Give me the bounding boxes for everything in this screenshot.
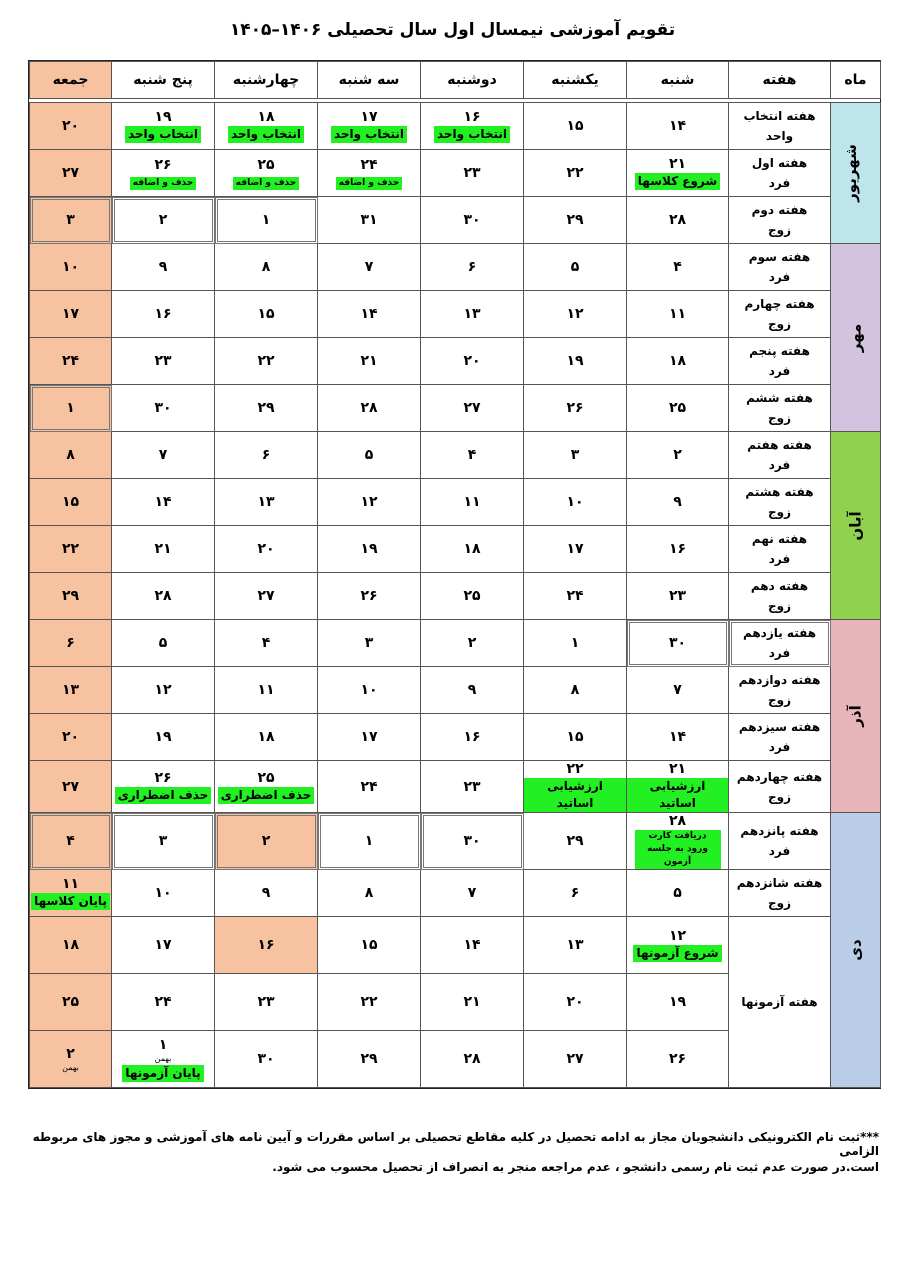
- day-cell: ۲۱: [112, 526, 215, 573]
- table-row: [30, 244, 881, 291]
- day-cell: ۱۱: [215, 667, 318, 714]
- day-cell: ۲۲: [524, 150, 627, 197]
- friday-cell: ۲۲: [30, 526, 112, 573]
- friday-cell: ۲۰: [30, 103, 112, 150]
- day-cell: ۱۲: [318, 479, 421, 526]
- friday-cell: ۲۷: [30, 761, 112, 813]
- friday-cell: ۸: [30, 432, 112, 479]
- week-label: هفته پنجم فرد: [729, 338, 831, 385]
- day-cell: ۷: [112, 432, 215, 479]
- day-cell: ۳۰: [215, 1031, 318, 1088]
- day-cell: ۲: [112, 197, 215, 244]
- day-cell: ۱۵: [524, 103, 627, 150]
- week-label: هفته پانزدهم فرد: [729, 813, 831, 870]
- day-cell: ۱۸: [627, 338, 729, 385]
- day-cell: ۱۵: [215, 291, 318, 338]
- table-row: [30, 573, 881, 620]
- friday-cell: ۱۱ پایان کلاسها: [30, 870, 112, 917]
- day-cell: ۷: [421, 870, 524, 917]
- day-cell: ۱۹ انتخاب واحد: [112, 103, 215, 150]
- day-cell: ۲۷: [215, 573, 318, 620]
- day-cell: ۲: [627, 432, 729, 479]
- day-cell: ۳۰: [112, 385, 215, 432]
- day-cell: ۲۹: [524, 197, 627, 244]
- exams-end-tag: پایان آزمونها: [122, 1065, 203, 1082]
- friday-cell: ۱۸: [30, 917, 112, 974]
- day-cell: ۱۶ انتخاب واحد: [421, 103, 524, 150]
- week-label: هفته دوازدهم زوج: [729, 667, 831, 714]
- month-label: شهریور: [842, 144, 861, 202]
- day-cell: ۱۶: [627, 526, 729, 573]
- day-cell: ۲۱: [421, 974, 524, 1031]
- day-cell: ۹: [627, 479, 729, 526]
- bahman-label: بهمن: [154, 1053, 172, 1063]
- week-label: هفته سیزدهم فرد: [729, 714, 831, 761]
- day-cell: ۱: [318, 813, 421, 870]
- table-row: [30, 526, 881, 573]
- unit-selection-tag: انتخاب واحد: [331, 126, 407, 143]
- day-cell: ۲۷: [524, 1031, 627, 1088]
- day-cell: ۲۰: [215, 526, 318, 573]
- table-row: [30, 103, 881, 150]
- day-cell: ۲۶ حذف و اضافه: [112, 150, 215, 197]
- week-label: هفته هفتم فرد: [729, 432, 831, 479]
- table-row: [30, 917, 881, 974]
- unit-selection-tag: انتخاب واحد: [228, 126, 304, 143]
- day-cell: ۱۱: [627, 291, 729, 338]
- header-sunday: یکشنبه: [524, 62, 627, 99]
- day-cell: ۲۴ حذف و اضافه: [318, 150, 421, 197]
- add-drop-tag: حذف و اضافه: [130, 177, 197, 190]
- header-week: هفته: [729, 62, 831, 99]
- header-friday: جمعه: [30, 62, 112, 99]
- day-cell: ۷: [318, 244, 421, 291]
- day-cell: ۵: [112, 620, 215, 667]
- day-cell: ۱۷: [112, 917, 215, 974]
- unit-selection-tag: انتخاب واحد: [434, 126, 510, 143]
- friday-cell: ۲۰: [30, 714, 112, 761]
- day-cell: ۱۲: [112, 667, 215, 714]
- day-cell: ۲۴: [524, 573, 627, 620]
- day-cell: ۲۸: [112, 573, 215, 620]
- day-cell: ۱۴: [112, 479, 215, 526]
- day-cell: ۱۵: [524, 714, 627, 761]
- day-cell: ۹: [112, 244, 215, 291]
- footnote-line-2: است.در صورت عدم ثبت نام رسمی دانشجو ، عدم مراجعه منجر به انصراف از تحصیل محسوب می شود.: [272, 1160, 879, 1174]
- day-cell: ۲۳: [627, 573, 729, 620]
- day-cell: ۲۸: [318, 385, 421, 432]
- day-cell: ۱۸: [215, 714, 318, 761]
- week-label: هفته انتخاب واحد: [729, 103, 831, 150]
- friday-cell: ۱۷: [30, 291, 112, 338]
- day-cell: ۲۹: [215, 385, 318, 432]
- day-cell: ۲۶: [524, 385, 627, 432]
- day-cell: ۱۹: [524, 338, 627, 385]
- day-cell: ۳۰: [627, 620, 729, 667]
- month-label: دی: [846, 939, 865, 961]
- header-monday: دوشنبه: [421, 62, 524, 99]
- friday-cell: ۱۳: [30, 667, 112, 714]
- day-cell: ۲۶: [627, 1031, 729, 1088]
- table-row: [30, 667, 881, 714]
- friday-cell: ۴: [30, 813, 112, 870]
- day-cell: ۲۷: [421, 385, 524, 432]
- page-title: تقویم آموزشی نیمسال اول سال تحصیلی ۱۴۰۶–۱۴۰۵: [229, 20, 676, 40]
- day-cell: ۲۸: [627, 197, 729, 244]
- friday-cell: ۱۵: [30, 479, 112, 526]
- day-cell: ۲: [215, 813, 318, 870]
- day-cell: ۲۹: [524, 813, 627, 870]
- friday-cell: ۲۵: [30, 974, 112, 1031]
- classes-start-tag: شروع کلاسها: [635, 173, 720, 190]
- day-cell: ۲۳: [421, 150, 524, 197]
- day-cell: ۱۹: [112, 714, 215, 761]
- table-row: [30, 813, 881, 870]
- friday-cell: ۲۷: [30, 150, 112, 197]
- day-cell: ۳۰: [421, 813, 524, 870]
- bahman-label: بهمن: [62, 1062, 79, 1072]
- day-cell: ۹: [421, 667, 524, 714]
- week-label: هفته اول فرد: [729, 150, 831, 197]
- table-row: [30, 150, 881, 197]
- header-row: [30, 62, 881, 99]
- day-cell: ۴: [627, 244, 729, 291]
- day-cell: ۲۳: [215, 974, 318, 1031]
- month-azar: [831, 620, 881, 813]
- day-cell: ۲۶ حذف اضطراری: [112, 761, 215, 813]
- table-row: [30, 620, 881, 667]
- day-cell: ۱۳: [215, 479, 318, 526]
- day-cell: ۱۳: [421, 291, 524, 338]
- day-cell: ۸: [215, 244, 318, 291]
- day-cell: ۲۲: [318, 974, 421, 1031]
- day-cell: ۱۷: [318, 714, 421, 761]
- day-cell: ۳۱: [318, 197, 421, 244]
- day-cell: ۷: [627, 667, 729, 714]
- month-mehr: [831, 244, 881, 432]
- day-cell: ۴: [421, 432, 524, 479]
- day-cell: ۲۵: [627, 385, 729, 432]
- month-aban: [831, 432, 881, 620]
- day-cell: ۲۵: [421, 573, 524, 620]
- week-label: هفته هشتم زوج: [729, 479, 831, 526]
- day-cell: ۱۷ انتخاب واحد: [318, 103, 421, 150]
- day-cell: ۶: [524, 870, 627, 917]
- day-cell: ۲۳: [112, 338, 215, 385]
- day-cell: ۳: [524, 432, 627, 479]
- classes-end-tag: پایان کلاسها: [31, 893, 110, 910]
- header-tuesday: سه شنبه: [318, 62, 421, 99]
- day-cell: ۲: [421, 620, 524, 667]
- table-row: [30, 714, 881, 761]
- week-label: هفته یازدهم فرد: [729, 620, 831, 667]
- day-cell: ۸: [318, 870, 421, 917]
- table-row: [30, 385, 881, 432]
- day-cell: ۲۱: [318, 338, 421, 385]
- day-cell: ۱۴: [627, 714, 729, 761]
- day-cell: ۲۵ حذف و اضافه: [215, 150, 318, 197]
- week-label: هفته دوم زوج: [729, 197, 831, 244]
- day-cell: ۱۷: [524, 526, 627, 573]
- month-shahrivar: [831, 103, 881, 244]
- day-cell: ۲۴: [318, 761, 421, 813]
- table-row: [30, 291, 881, 338]
- day-cell: ۱۱: [421, 479, 524, 526]
- week-label: هفته دهم زوج: [729, 573, 831, 620]
- day-cell: ۱۰: [318, 667, 421, 714]
- unit-selection-tag: انتخاب واحد: [125, 126, 201, 143]
- week-label: هفته چهاردهم زوج: [729, 761, 831, 813]
- day-cell: ۲۵ حذف اضطراری: [215, 761, 318, 813]
- day-cell: ۲۱ شروع کلاسها: [627, 150, 729, 197]
- friday-cell: ۱: [30, 385, 112, 432]
- day-cell: ۱۰: [112, 870, 215, 917]
- header-saturday: شنبه: [627, 62, 729, 99]
- day-cell: ۱۴: [627, 103, 729, 150]
- week-label: هفته چهارم زوج: [729, 291, 831, 338]
- day-cell: ۸: [524, 667, 627, 714]
- friday-cell: ۳: [30, 197, 112, 244]
- month-label: مهر: [846, 323, 865, 352]
- day-cell: ۱: [215, 197, 318, 244]
- day-cell: ۲۹: [318, 1031, 421, 1088]
- day-cell: ۹: [215, 870, 318, 917]
- day-cell: ۵: [318, 432, 421, 479]
- friday-cell: ۲۹: [30, 573, 112, 620]
- day-cell: ۶: [421, 244, 524, 291]
- exams-start-tag: شروع آزمونها: [633, 945, 721, 962]
- table-row: [30, 761, 881, 813]
- day-cell: ۱۹: [627, 974, 729, 1031]
- day-cell: ۶: [215, 432, 318, 479]
- day-cell: ۲۰: [524, 974, 627, 1031]
- calendar-table: [28, 60, 881, 1089]
- day-cell: ۱۶: [112, 291, 215, 338]
- friday-cell: ۱۰: [30, 244, 112, 291]
- week-label-exams: هفته آزمونها: [729, 917, 831, 1088]
- week-label: هفته سوم فرد: [729, 244, 831, 291]
- table-row: [30, 338, 881, 385]
- week-label: هفته شانزدهم زوج: [729, 870, 831, 917]
- footnote-line-1: ***ثبت نام الکترونیکی دانشجویان مجاز به ادامه تحصیل در کلیه مقاطع تحصیلی بر اساس مقررات و آیین نامه های آموزشی و مجوز های مربوطه الزامی: [32, 1130, 879, 1158]
- day-cell: ۲۲: [215, 338, 318, 385]
- table-row: [30, 197, 881, 244]
- day-cell: ۳: [112, 813, 215, 870]
- day-cell: ۱۲: [524, 291, 627, 338]
- day-cell: ۱۶: [215, 917, 318, 974]
- add-drop-tag: حذف و اضافه: [336, 177, 403, 190]
- header-wednesday: چهارشنبه: [215, 62, 318, 99]
- month-label: آذر: [846, 705, 865, 727]
- day-cell: ۱۴: [318, 291, 421, 338]
- prof-eval-tag: ارزشیابی اساتید: [627, 778, 728, 812]
- day-cell: ۴: [215, 620, 318, 667]
- header-month: ماه: [831, 62, 881, 99]
- friday-cell: ۲ بهمن: [30, 1031, 112, 1088]
- friday-cell: ۶: [30, 620, 112, 667]
- day-cell: ۲۱ ارزشیابی اساتید: [627, 761, 729, 813]
- day-cell: ۱ بهمن پایان آزمونها: [112, 1031, 215, 1088]
- week-label: هفته نهم فرد: [729, 526, 831, 573]
- week-label: هفته ششم زوج: [729, 385, 831, 432]
- day-cell: ۱۹: [318, 526, 421, 573]
- day-cell: ۱۴: [421, 917, 524, 974]
- day-cell: ۳۰: [421, 197, 524, 244]
- day-cell: ۱: [524, 620, 627, 667]
- month-label: آبان: [846, 510, 865, 541]
- friday-cell: ۲۴: [30, 338, 112, 385]
- day-cell: ۲۶: [318, 573, 421, 620]
- day-cell: ۳: [318, 620, 421, 667]
- day-cell: ۱۰: [524, 479, 627, 526]
- emergency-drop-tag: حذف اضطراری: [218, 787, 315, 804]
- day-cell: ۲۸: [421, 1031, 524, 1088]
- day-cell: ۵: [524, 244, 627, 291]
- table-row: [30, 432, 881, 479]
- prof-eval-tag: ارزشیابی اساتید: [524, 778, 626, 812]
- day-cell: ۵: [627, 870, 729, 917]
- header-thursday: پنج شنبه: [112, 62, 215, 99]
- day-cell: ۲۸ دریافت کارت ورود به جلسه آزمون: [627, 813, 729, 870]
- table-row: [30, 870, 881, 917]
- emergency-drop-tag: حذف اضطراری: [115, 787, 212, 804]
- table-row: [30, 479, 881, 526]
- day-cell: ۱۵: [318, 917, 421, 974]
- day-cell: ۲۳: [421, 761, 524, 813]
- exam-card-tag: دریافت کارت ورود به جلسه آزمون: [635, 830, 721, 869]
- day-cell: ۱۲ شروع آزمونها: [627, 917, 729, 974]
- day-cell: ۱۸ انتخاب واحد: [215, 103, 318, 150]
- day-cell: ۱۳: [524, 917, 627, 974]
- day-cell: ۱۸: [421, 526, 524, 573]
- day-cell: ۲۰: [421, 338, 524, 385]
- day-cell: ۱۶: [421, 714, 524, 761]
- add-drop-tag: حذف و اضافه: [233, 177, 300, 190]
- day-cell: ۲۲ ارزشیابی اساتید: [524, 761, 627, 813]
- month-dey: [831, 813, 881, 1088]
- day-cell: ۲۴: [112, 974, 215, 1031]
